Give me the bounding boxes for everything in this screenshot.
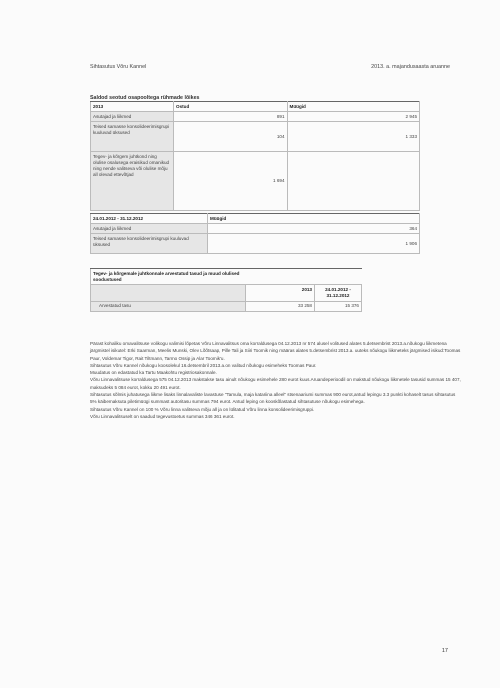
table-row — [91, 112, 420, 122]
column-header-2012: 24.01.2012 - 31.12.2012 — [315, 285, 362, 301]
value-2012: 15 376 — [315, 301, 362, 311]
column-header-sales: Müügid — [287, 102, 419, 112]
sales-value: 364 — [208, 224, 420, 234]
row-label: Asutajad ja liikmed — [91, 224, 208, 234]
paragraph: Võru Linnavalitsuse korraldusega 575 04.12.2013 makstakse tasu ainult nõukogu esimehele 280 eurot kuus.Aruandeperioodil on makstud nõukogu liikmetele tasusid summas 15 407, maksudeks 5 084 eurot, kokku 20 491 eurot. — [90, 377, 461, 390]
purchases-value: 891 — [174, 112, 288, 122]
paragraph: Sihtasutus Võru Kannel nõukogu koosolekul 16.detsembril 2013.a.on valitud nõukogu esimeheks Toomas Paur. — [90, 362, 317, 368]
paragraph: Sihtasutus sõlmis juhatusega liikme lisaks linnalavaliste lavastuse "Tamula, maja katariina alleel" stsenaariumi summas 900 eurot,antud lepingu 3.3 punkti kohaselt tasus sihtasutus 5% käibemaksuta piletimüügi summast autoritasu summas 794 eurot. Antud leping on kooskõlastatud sihtasutuse nõukogu esimehega. — [90, 392, 456, 405]
table-row — [91, 122, 420, 152]
table-header-row — [91, 214, 420, 224]
page-number: 17 — [441, 648, 448, 654]
sales-value: 1 906 — [208, 234, 420, 254]
header-organization: Sihtasutus Võru Kannel — [90, 64, 147, 70]
sales-value: 1 333 — [287, 122, 419, 152]
column-header-purchases: Ostud — [174, 102, 288, 112]
management-remuneration-table — [90, 268, 362, 312]
table-header-row — [91, 102, 420, 112]
sales-value — [287, 152, 419, 211]
paragraph: Pärast kohaliku omavalitsuse volikogu valimisi lõpetas Võru Linnavalitsus oma korraldusega 04.12.2013 nr 574 alusel volitused alates 5.detsembrist 2013.a.nõukogu liikmetena järgmistel isikutel: Erki Saarman, Meelis Munski, Olev Lõõtsaap, Pille Tali ja Siiri Toomik ning määras alates 5.detsembrist 2013.a. uuteks nõukogu liikmeteks järgmised isikud:Toomas Paur, Voldemar Tigor, Rait Tiltmann, Tarmo Ossip ja Alar Toomik'u. — [90, 341, 461, 361]
column-header-year: 2013 — [91, 102, 174, 112]
row-label: Arvestatud tasu — [91, 301, 246, 311]
column-header-period: 24.01.2012 - 31.12.2012 — [91, 214, 208, 224]
value-2013: 33 258 — [246, 301, 315, 311]
column-header-sales: Müügid — [208, 214, 420, 224]
paragraph: Võru Linnavalitsuselt on saadud tegevustoetus summas 346 361 eurot. — [90, 413, 235, 419]
related-party-balances-2013-table — [90, 101, 420, 211]
table-row — [91, 234, 420, 254]
table-row — [91, 152, 420, 211]
purchases-value: 1 694 — [174, 152, 288, 211]
row-label: Teised samasse konsolideerimisgrupi kuuluvad üksused — [91, 122, 174, 152]
sales-value: 2 945 — [287, 112, 419, 122]
column-header-2013: 2013 — [246, 285, 315, 301]
table-title-text: Tegev- ja kõrgemale juhtkonnale arvestatud tasud ja muud olulised soodustused — [93, 270, 240, 282]
table-title-row — [91, 269, 362, 285]
table-title — [91, 269, 362, 285]
empty-header-cell — [91, 285, 246, 301]
table-row — [91, 301, 362, 311]
paragraph: Muudatus on edastatud ka Tartu Maakohtu registriosakonnale. — [90, 370, 217, 376]
table-header-row — [91, 285, 362, 301]
related-party-balances-2012-table — [90, 213, 420, 254]
section-title: Saldod seotud osapooltega rühmade lõikes — [90, 95, 200, 101]
purchases-value: 104 — [174, 122, 288, 152]
paragraph: Sihtasutus Võru Kannel on 100 % Võru linna valitseva mõju all ja on lülitatud Võru linna konsolideerimisgruppi. — [90, 406, 315, 412]
notes-text — [90, 340, 462, 420]
table-row — [91, 224, 420, 234]
header-report-title: 2013. a. majandusaasta aruanne — [371, 64, 450, 70]
row-label: Tegev- ja kõrgem juhtkond ning olulise osalusega eraisikud omanikud ning nende valitseva või olulise mõju all olevad ettevõtjad — [91, 152, 174, 211]
row-label: Teised samasse konsolideerimisgrupi kuuluvad üksused — [91, 234, 208, 254]
row-label: Asutajad ja liikmed — [91, 112, 174, 122]
